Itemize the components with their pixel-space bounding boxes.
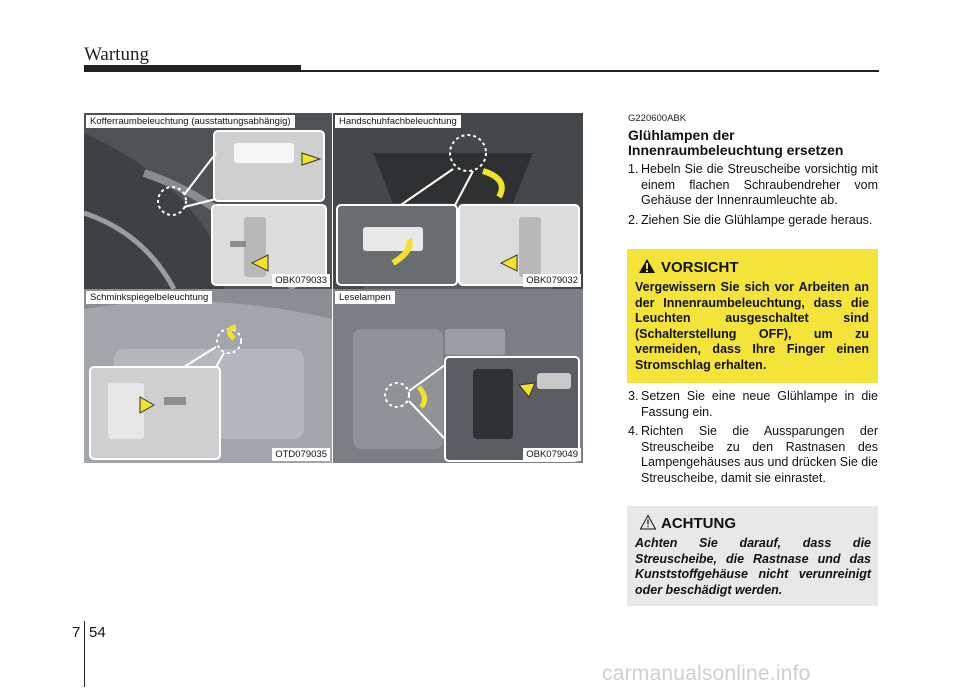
- panel-label-trunk: Kofferraumbeleuchtung (ausstattungsabhängig): [86, 115, 295, 128]
- notice-box: [627, 506, 878, 606]
- caution-text: Vergewissern Sie sich vor Arbeiten an der Innenraumbeleuchtung, dass die Leuchten ausgeschaltet sind (Schalterstellung OFF), um zu vermeiden, dass Ihre Finger einen Stromschlag erhalten.: [635, 280, 869, 372]
- notice-title: ACHTUNG: [661, 515, 736, 532]
- panel-code-reading: OBK079049: [523, 448, 581, 461]
- footer-divider: [84, 621, 85, 687]
- header-rule: [301, 70, 879, 72]
- caution-box: [627, 249, 878, 383]
- section-code: G220600ABK: [628, 113, 687, 124]
- panel-code-trunk: OBK079033: [272, 274, 330, 287]
- steps-list-1: [628, 162, 878, 232]
- panel-code-glovebox: OBK079032: [523, 274, 581, 287]
- step-2: [628, 213, 878, 229]
- footer-chapter-number: 7: [72, 624, 81, 641]
- step-number: 4.: [628, 424, 639, 438]
- figure-glovebox-light: [333, 113, 583, 289]
- step-number: 1.: [628, 162, 639, 176]
- step-4: [628, 424, 878, 486]
- step-text: Setzen Sie eine neue Glühlampe in die Fassung ein.: [641, 389, 878, 419]
- warning-triangle-icon: [638, 258, 656, 274]
- step-1: [628, 162, 878, 209]
- step-3: [628, 389, 878, 420]
- step-text: Richten Sie die Aussparungen der Streuscheibe zu den Rastnasen des Lampengehäuses aus und drücken Sie die Streuscheibe, damit sie einrastet.: [641, 424, 878, 485]
- step-text: Ziehen Sie die Glühlampe gerade heraus.: [641, 212, 873, 227]
- step-number: 3.: [628, 389, 639, 403]
- notice-text: Achten Sie darauf, dass die Streuscheibe, die Rastnase und das Kunststoffgehäuse nicht verunreinigt oder beschädigt werden.: [635, 536, 871, 597]
- panel-label-vanity: Schminkspiegelbeleuchtung: [86, 291, 212, 304]
- section-header-title: Wartung: [84, 44, 149, 65]
- panel-label-glovebox: Handschuhfachbeleuchtung: [335, 115, 461, 128]
- header-bar: [84, 65, 301, 72]
- caution-title: VORSICHT: [661, 259, 739, 276]
- glovebox-light-illustration: [333, 113, 583, 289]
- panel-label-reading: Leselampen: [335, 291, 395, 304]
- footer-page-number: 54: [89, 624, 106, 641]
- watermark-text: carmanualsonline.info: [602, 662, 811, 685]
- step-number: 2.: [628, 212, 639, 227]
- panel-code-vanity: OTD079035: [272, 448, 330, 461]
- figure-reading-lamps: [333, 289, 583, 463]
- steps-list-2: [628, 389, 878, 490]
- trunk-light-illustration: [84, 113, 332, 289]
- warning-triangle-outline-icon: [639, 514, 657, 530]
- reading-lamps-illustration: [333, 289, 583, 463]
- figure-trunk-light: [84, 113, 332, 289]
- step-text: Hebeln Sie die Streuscheibe vorsichtig mit einem flachen Schraubendreher vom Gehäuse der Innenraumleuchte ab.: [641, 162, 878, 207]
- figure-vanity-light: [84, 289, 332, 463]
- vanity-light-illustration: [84, 289, 332, 463]
- section-heading: Glühlampen der Innenraumbeleuchtung ersetzen: [628, 127, 844, 158]
